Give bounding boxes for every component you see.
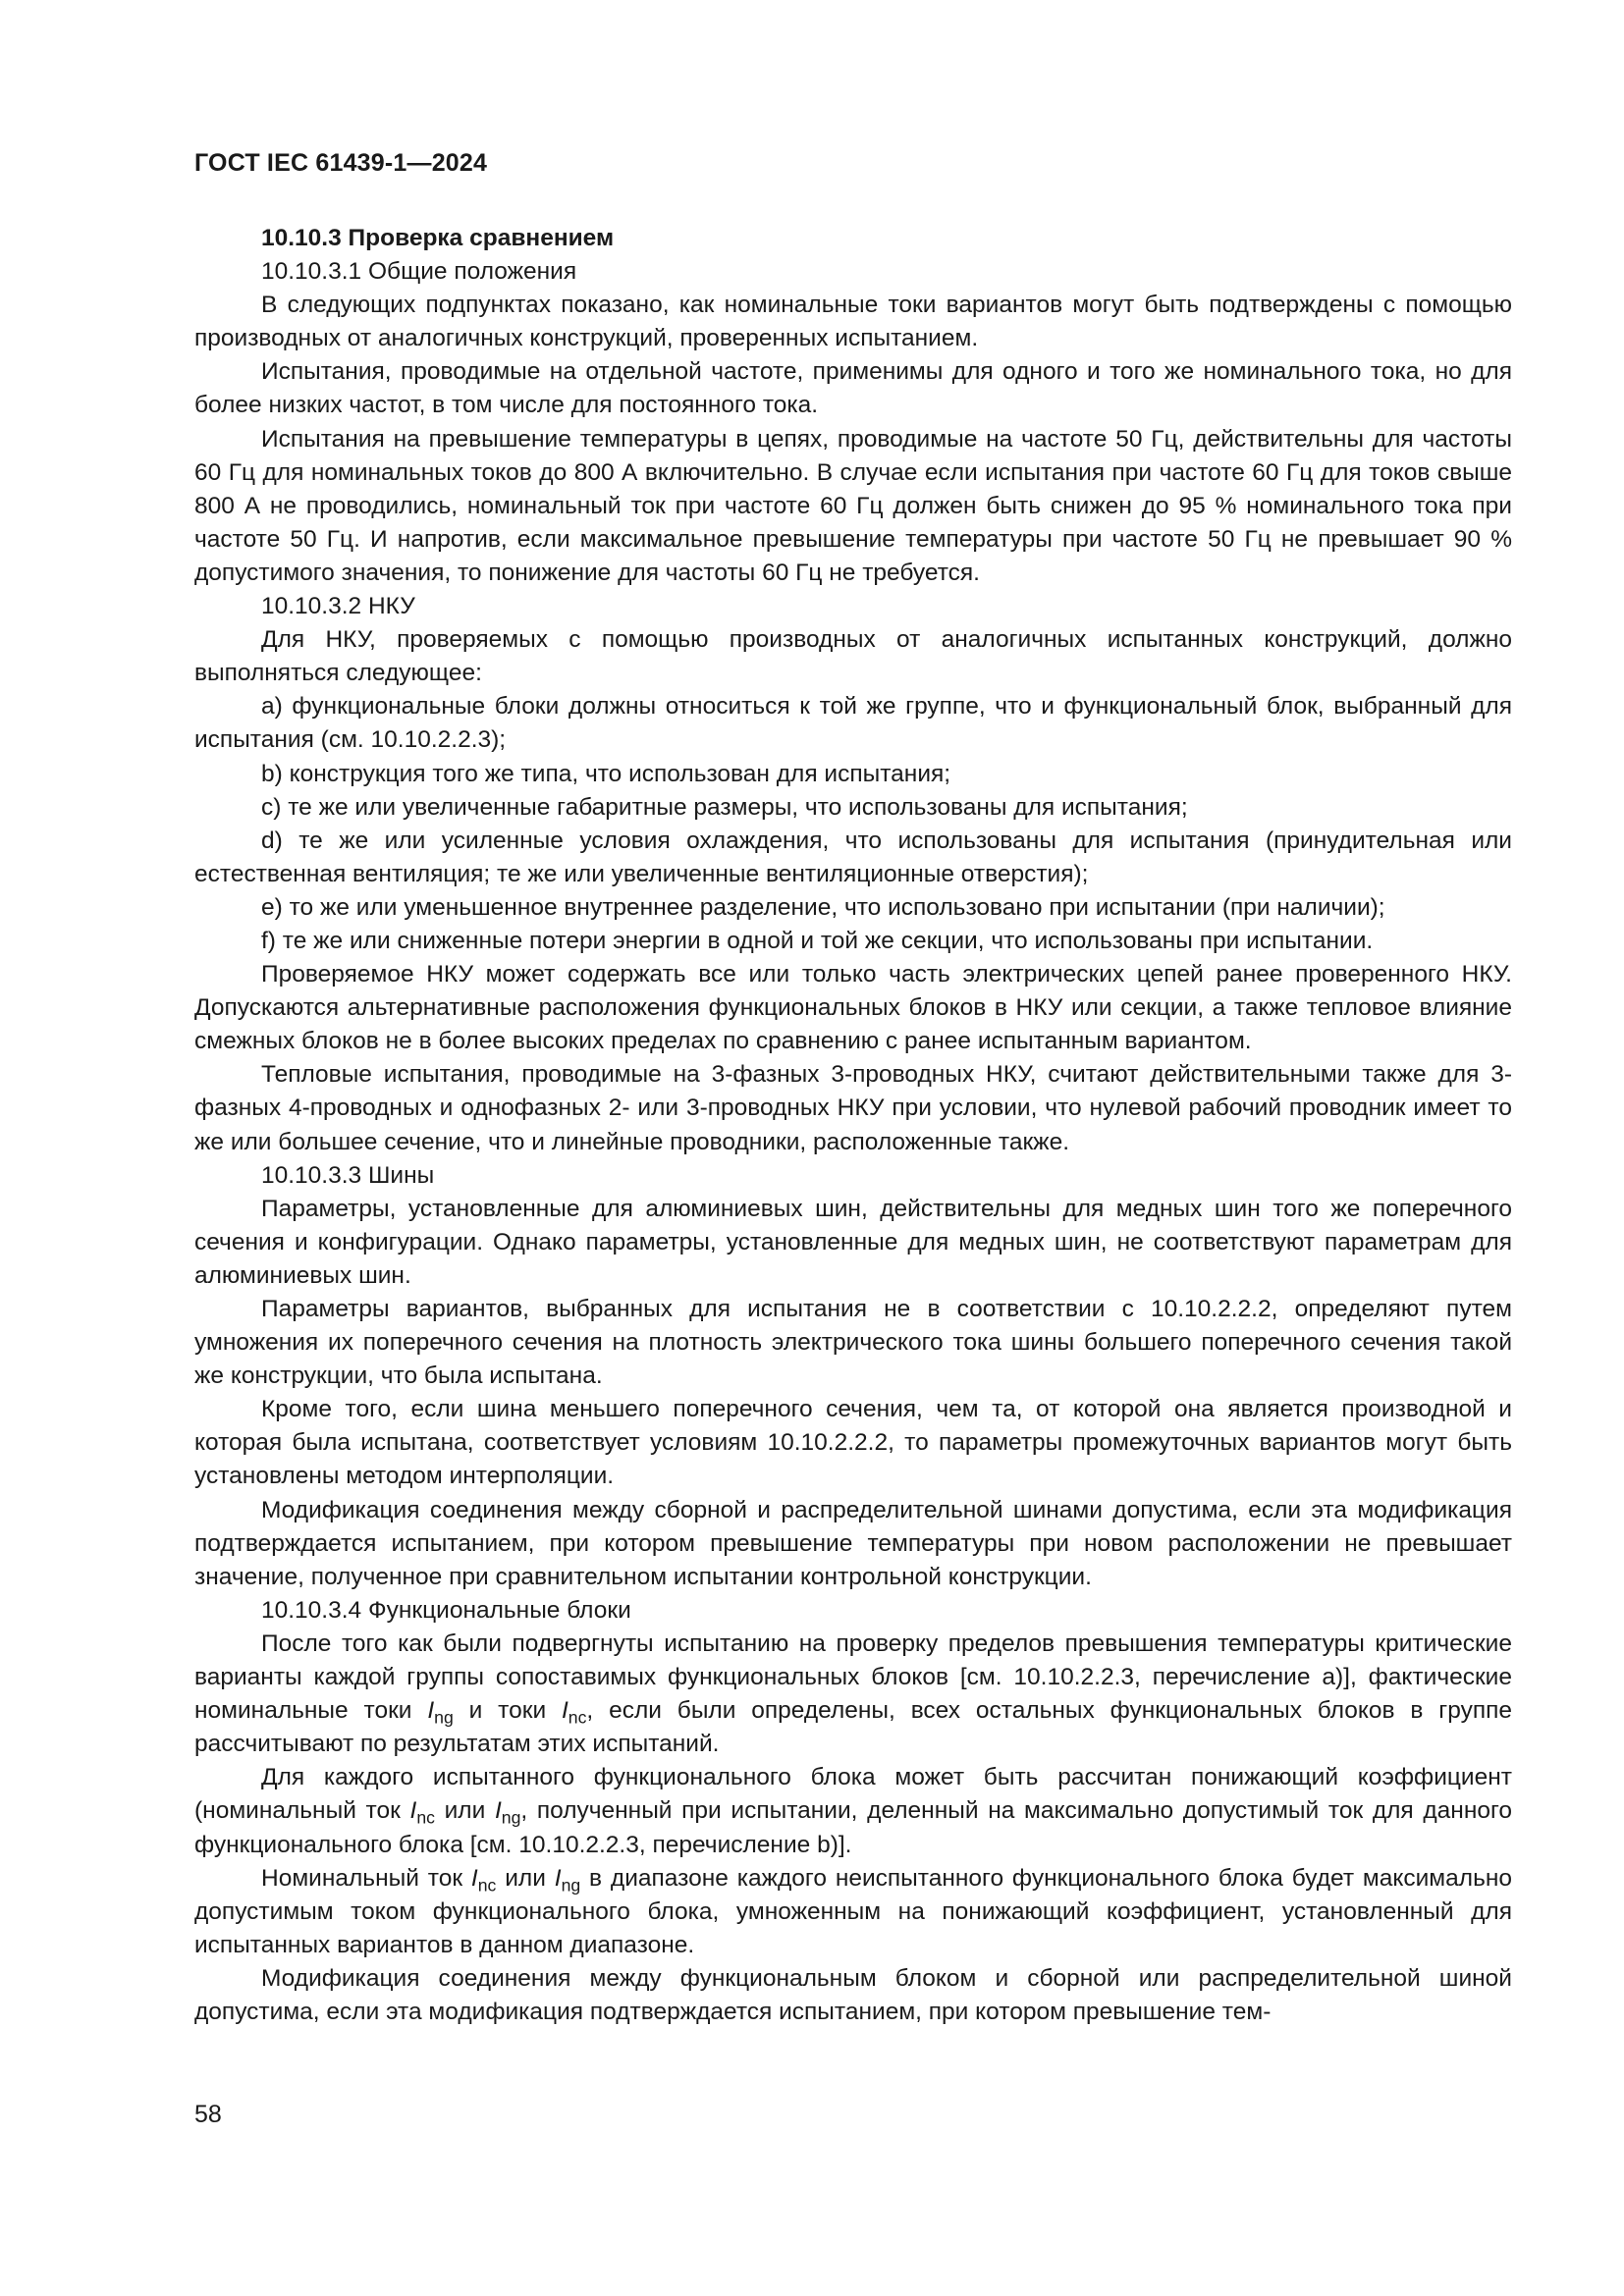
paragraph: Проверяемое НКУ может содержать все или только часть электрических цепей ранее проверенного НКУ. Допускаются альтернативные расположения функциональных блоков в НКУ или секции, а также тепловое влияние смежных блоков не в более высоких пределах по сравнению с ранее испытанным вариантом. [194,961,1512,1055]
paragraph: 10.10.3.4 Функциональные блоки [261,1596,631,1624]
paragraph: Испытания на превышение температуры в цепях, проводимые на частоте 50 Гц, действительны для частоты 60 Гц для номинальных токов до 800 А включительно. В случае если испытания при частоте 60 Гц для токов свыше 800 А не проводились, номинальный ток при частоте 60 Гц должен быть снижен до 95 % номинального тока при частоте 50 Гц. И напротив, если максимальное превышение температуры при частоте 50 Гц не превышает 90 % допустимого значения, то понижение для частоты 60 Гц не требуется. [194,425,1512,586]
paragraph: 10.10.3.2 НКУ [261,593,415,620]
paragraph: Параметры вариантов, выбранных для испытания не в соответствии с 10.10.2.2.2, определяют путем умножения их поперечного сечения на плотность электрического тока шины большего поперечного сечения такой же конструкции, что была испытана. [194,1296,1512,1390]
paragraph: Испытания, проводимые на отдельной частоте, применимы для одного и того же номинального тока, но для более низких частот, в том числе для постоянного тока. [194,358,1512,419]
paragraph: c) те же или увеличенные габаритные размеры, что использованы для испытания; [261,793,1188,821]
page-number: 58 [194,2101,222,2128]
paragraph: d) те же или усиленные условия охлаждения, что использованы для испытания (принудительная или естественная вентиляция; те же или увеличенные вентиляционные отверстия); [194,827,1512,887]
paragraph: f) те же или сниженные потери энергии в одной и той же секции, что использованы при испытании. [261,927,1374,954]
paragraph: Модификация соединения между сборной и распределительной шинами допустима, если эта модификация подтверждается испытанием, при котором превышение температуры при новом расположении не превышает значение, полученное при сравнительном испытании контрольной конструкции. [194,1496,1512,1590]
paragraph: b) конструкция того же типа, что использован для испытания; [261,760,951,787]
paragraph: Параметры, установленные для алюминиевых шин, действительны для медных шин того же поперечного сечения и конфигурации. Однако параметры, установленные для медных шин, не соответствуют параметрам для алюминиевых шин. [194,1195,1512,1289]
paragraph: e) то же или уменьшенное внутреннее разделение, что использовано при испытании (при наличии); [261,893,1385,921]
paragraph: a) функциональные блоки должны относиться к той же группе, что и функциональный блок, выбранный для испытания (см. 10.10.2.2.3); [194,693,1512,754]
paragraph: Номинальный ток $I_{nc}$ или $I_{ng}$ в диапазоне каждого неиспытанного функционального блока будет максимально допустимым током функционального блока, умноженным на понижающий коэффициент, установленный для испытанных вариантов в данном диапазоне. [194,1864,1512,1958]
document-body [194,222,1512,2029]
paragraph: В следующих подпунктах показано, как номинальные токи вариантов могут быть подтверждены с помощью производных от аналогичных конструкций, проверенных испытанием. [194,292,1512,352]
section-heading: 10.10.3 Проверка сравнением [261,225,615,251]
standard-header: ГОСТ IEC 61439-1—2024 [194,149,488,177]
paragraph: Для каждого испытанного функционального блока может быть рассчитан понижающий коэффициент (номинальный ток $I_{nc}$ или $I_{ng}$, полученный при испытании, деленный на максимально допустимый ток для данного функционального блока [см. 10.10.2.2.3, перечисление b)]. [194,1764,1512,1858]
paragraph: Для НКУ, проверяемых с помощью производных от аналогичных испытанных конструкций, должно выполняться следующее: [194,626,1512,687]
paragraph: 10.10.3.1 Общие положения [261,258,577,286]
paragraph: 10.10.3.3 Шины [261,1161,435,1189]
paragraph: Модификация соединения между функциональным блоком и сборной или распределительной шиной допустима, если эта модификация подтверждается испытанием, при котором превышение тем- [194,1964,1512,2025]
paragraph: После того как были подвергнуты испытанию на проверку пределов превышения температуры критические варианты каждой группы сопоставимых функциональных блоков [см. 10.10.2.2.3, перечисление а)], фактические номинальные токи $I_{ng}$ и токи $I_{nc}$, если были определены, всех остальных функциональных блоков в группе рассчитывают по результатам этих испытаний. [194,1629,1512,1758]
paragraph: Кроме того, если шина меньшего поперечного сечения, чем та, от которой она является производной и которая была испытана, соответствует условиям 10.10.2.2.2, то параметры промежуточных вариантов могут быть установлены методом интерполяции. [194,1396,1512,1490]
paragraph: Тепловые испытания, проводимые на 3-фазных 3-проводных НКУ, считают действительными также для 3-фазных 4-проводных и однофазных 2- или 3-проводных НКУ при условии, что нулевой рабочий проводник имеет то же или большее сечение, что и линейные проводники, расположенные также. [194,1061,1512,1155]
